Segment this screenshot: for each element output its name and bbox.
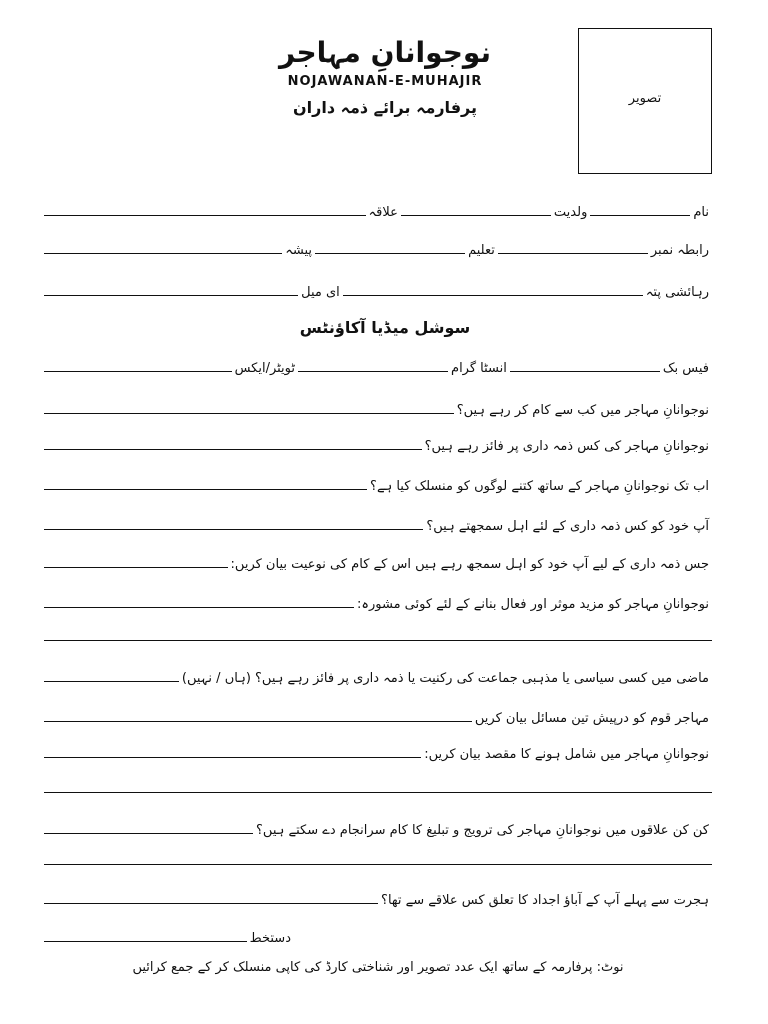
question-8: مہاجر قوم کو درپیش تین مسائل بیان کریں [474,711,709,726]
input-address[interactable] [343,295,643,296]
row-contact [44,234,712,258]
label-signature: دستخط [249,931,291,946]
input-profession[interactable] [44,253,282,254]
answer-3[interactable] [44,489,367,490]
photo-box[interactable] [578,28,712,174]
input-signature[interactable] [44,941,247,942]
label-name: نام [693,205,709,220]
title-latin: NOJAWANAN-E-MUHAJIR [287,74,483,89]
answer-6-line-2[interactable] [44,640,712,641]
answer-7[interactable] [44,681,179,682]
answer-9[interactable] [44,757,421,758]
question-11: ہجرت سے پہلے آپ کے آباؤ اجداد کا تعلق کس علاقے سے تھا؟ [381,893,709,908]
row-q2 [44,430,712,454]
input-contact[interactable] [498,253,648,254]
question-9: نوجوانانِ مہاجر میں شامل ہونے کا مقصد بیان کریں: [424,747,709,762]
input-area[interactable] [44,215,366,216]
label-address: رہائشی پتہ [645,285,709,300]
row-q4 [44,510,712,534]
row-q1 [44,394,712,418]
answer-2[interactable] [44,449,422,450]
label-twitter: ٹویٹر/ایکس [234,361,296,376]
question-5: جس ذمہ داری کے لیے آپ خود کو اہل سمجھ رہے ہیں اس کے کام کی نوعیت بیان کریں: [230,557,709,572]
question-2: نوجوانانِ مہاجر کی کس ذمہ داری پر فائز رہے ہیں؟ [424,439,709,454]
label-area: علاقہ [368,205,398,220]
question-10: کن کن علاقوں میں نوجوانانِ مہاجر کی ترویج و تبلیغ کا کام سرانجام دے سکتے ہیں؟ [256,823,709,838]
form-title: پرفارمہ برائے ذمہ داران [292,98,477,117]
question-6: نوجوانانِ مہاجر کو مزید موثر اور فعال بنانے کے لئے کوئی مشورہ: [357,597,709,612]
question-7: ماضی میں کسی سیاسی یا مذہبی جماعت کی رکنیت یا ذمہ داری پر فائز رہے ہیں؟ (ہاں / نہیں) [181,671,709,686]
answer-4[interactable] [44,529,423,530]
answer-1[interactable] [44,413,454,414]
social-heading: سوشل میڈیا آکاؤنٹس [299,318,471,337]
photo-label: تصویر [628,91,662,106]
answer-5[interactable] [44,567,228,568]
label-profession: پیشہ [285,243,313,258]
answer-6[interactable] [44,607,354,608]
row-q10 [44,814,712,838]
answer-11[interactable] [44,903,378,904]
footer-note: نوٹ: پرفارمہ کے ساتھ ایک عدد تصویر اور شناختی کارڈ کی کاپی منسلک کر کے جمع کرائیں [132,960,624,975]
row-name [44,196,712,220]
title-urdu: نوجوانانِ مہاجر [279,36,491,69]
label-email: ای میل [301,285,340,300]
label-contact: رابطہ نمبر [650,243,709,258]
input-education[interactable] [315,253,465,254]
row-q7 [44,662,712,686]
answer-8[interactable] [44,721,472,722]
row-q3 [44,470,712,494]
label-instagram: انسٹا گرام [451,361,507,376]
label-education: تعلیم [468,243,495,258]
row-q6 [44,588,712,612]
row-q11 [44,884,712,908]
row-q5 [44,548,712,572]
answer-10-line-2[interactable] [44,864,712,865]
question-3: اب تک نوجوانانِ مہاجر کے ساتھ کتنے لوگوں کو منسلک کیا ہے؟ [370,479,709,494]
label-father-name: ولدیت [553,205,588,220]
row-social [44,352,712,376]
row-signature [44,922,294,946]
input-instagram[interactable] [298,371,448,372]
question-4: آپ خود کو کس ذمہ داری کے لئے اہل سمجھتے ہیں؟ [426,519,709,534]
input-name[interactable] [590,215,690,216]
row-q9 [44,738,712,762]
question-1: نوجوانانِ مہاجر میں کب سے کام کر رہے ہیں؟ [456,403,709,418]
input-twitter[interactable] [44,371,232,372]
input-facebook[interactable] [510,371,660,372]
row-address [44,276,712,300]
row-q8 [44,702,712,726]
label-facebook: فیس بک [662,361,709,376]
answer-10[interactable] [44,833,253,834]
input-email[interactable] [44,295,298,296]
input-father-name[interactable] [401,215,551,216]
answer-9-line-2[interactable] [44,792,712,793]
